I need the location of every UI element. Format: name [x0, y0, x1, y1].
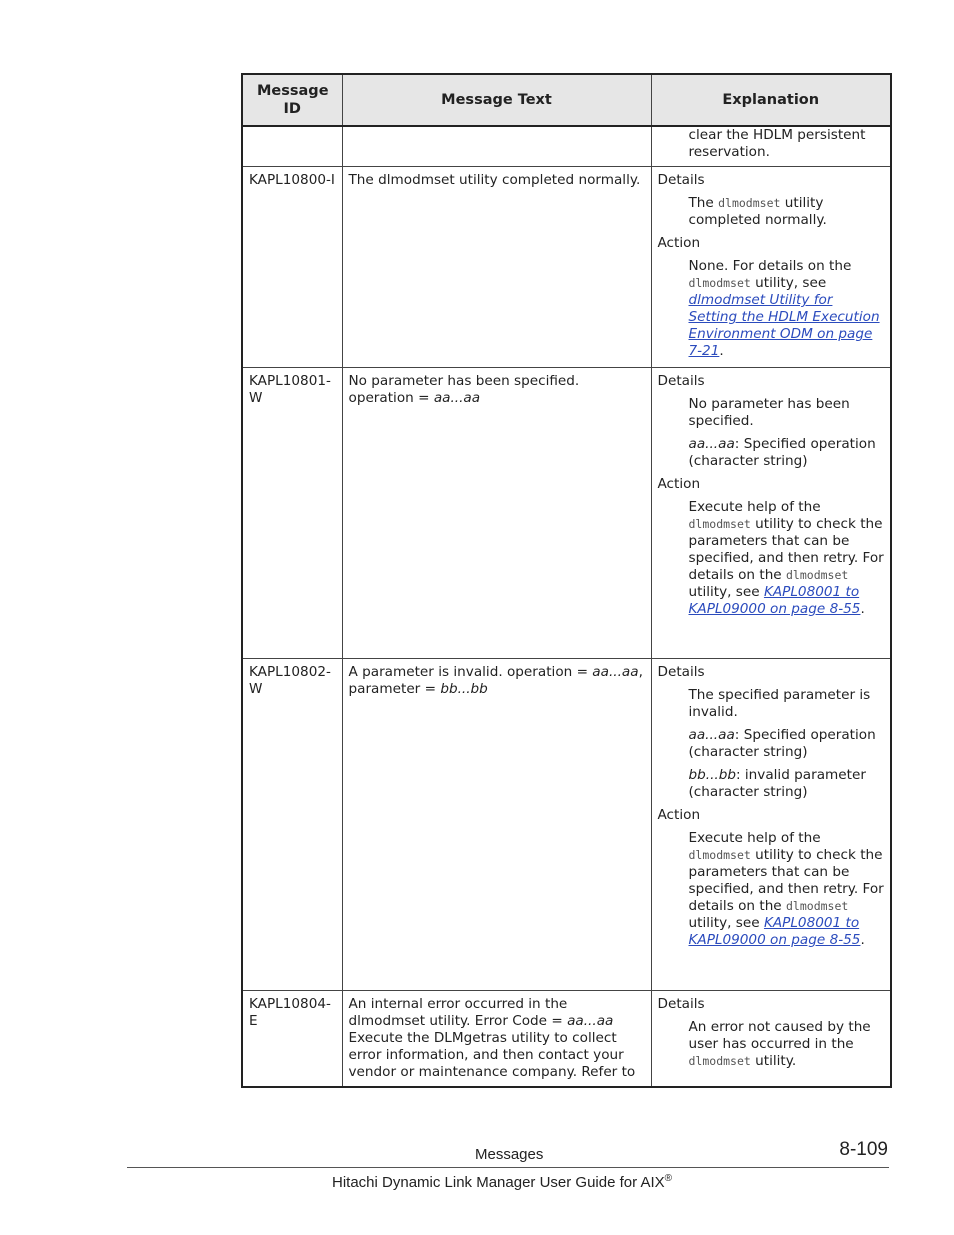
details-variable: bb...bb: invalid parameter (character string) [688, 767, 866, 800]
table-row [242, 167, 891, 368]
message-text-cell [342, 126, 651, 167]
action-text: Execute help of the dlmodmset utility to check the parameters that can be specified, and then retry. For details on the dlmodmset utility, see KAPL08001 to KAPL09000 on page 8-55. [688, 499, 884, 617]
message-id-cell [242, 126, 342, 167]
details-variable: aa...aa: Specified operation (character string) [688, 436, 876, 469]
details-variable: aa...aa: Specified operation (character string) [688, 727, 876, 760]
explanation-cell [651, 991, 891, 1088]
page-number: 8-109 [839, 1139, 888, 1160]
continued-explanation: clear the HDLM persistent reservation. [688, 127, 866, 160]
details-label: Details [657, 373, 705, 389]
message-text-cell: A parameter is invalid. operation = aa...aa, parameter = bb...bb [342, 659, 651, 991]
table-row [242, 126, 891, 167]
table-row [242, 991, 891, 1088]
footer-section-name: Messages [475, 1146, 544, 1163]
explanation-cell [651, 368, 891, 659]
message-text-cell: The dlmodmset utility completed normally. [342, 167, 651, 368]
details-text: The dlmodmset utility completed normally. [688, 195, 827, 228]
message-id-cell: KAPL10804-E [242, 991, 342, 1088]
details-label: Details [657, 172, 705, 188]
action-text: None. For details on the dlmodmset utility, see dlmodmset Utility for Setting the HDLM Execution Environment ODM on page 7-21. [688, 258, 880, 359]
table-header-row [242, 74, 891, 126]
message-id-cell: KAPL10801-W [242, 368, 342, 659]
details-label: Details [657, 996, 705, 1012]
details-label: Details [657, 664, 705, 680]
message-text-cell: No parameter has been specified. operation = aa...aa [342, 368, 651, 659]
explanation-cell [651, 126, 891, 167]
table-row [242, 659, 891, 991]
explanation-cell [651, 167, 891, 368]
registered-mark: ® [664, 1173, 673, 1184]
header-message-id: Message ID [242, 74, 342, 126]
action-text: Execute help of the dlmodmset utility to check the parameters that can be specified, and then retry. For details on the dlmodmset utility, see KAPL08001 to KAPL09000 on page 8-55. [688, 830, 884, 948]
header-explanation: Explanation [651, 74, 891, 126]
message-text-cell: An internal error occurred in the dlmodmset utility. Error Code = aa...aa Execute the DLMgetras utility to collect error information, and then contact your vendor or maintenance company. Refer to [342, 991, 651, 1088]
footer-divider [127, 1167, 889, 1168]
footer-document-title: Hitachi Dynamic Link Manager User Guide for AIX® [332, 1173, 673, 1191]
details-text: The specified parameter is invalid. [688, 687, 871, 720]
cross-reference-link[interactable]: dlmodmset Utility for Setting the HDLM Execution Environment ODM on page 7-21 [688, 292, 880, 359]
action-label: Action [657, 235, 701, 251]
action-label: Action [657, 807, 701, 823]
cross-reference-link[interactable]: KAPL08001 to KAPL09000 on page 8-55 [688, 915, 861, 948]
message-table [241, 73, 892, 1088]
message-id-cell: KAPL10800-I [242, 167, 342, 368]
message-id-cell: KAPL10802-W [242, 659, 342, 991]
explanation-cell [651, 659, 891, 991]
table-row [242, 368, 891, 659]
cross-reference-link[interactable]: KAPL08001 to KAPL09000 on page 8-55 [688, 584, 861, 617]
details-text: No parameter has been specified. [688, 396, 850, 429]
action-label: Action [657, 476, 701, 492]
header-message-text: Message Text [342, 74, 651, 126]
details-text: An error not caused by the user has occurred in the dlmodmset utility. [688, 1019, 871, 1069]
